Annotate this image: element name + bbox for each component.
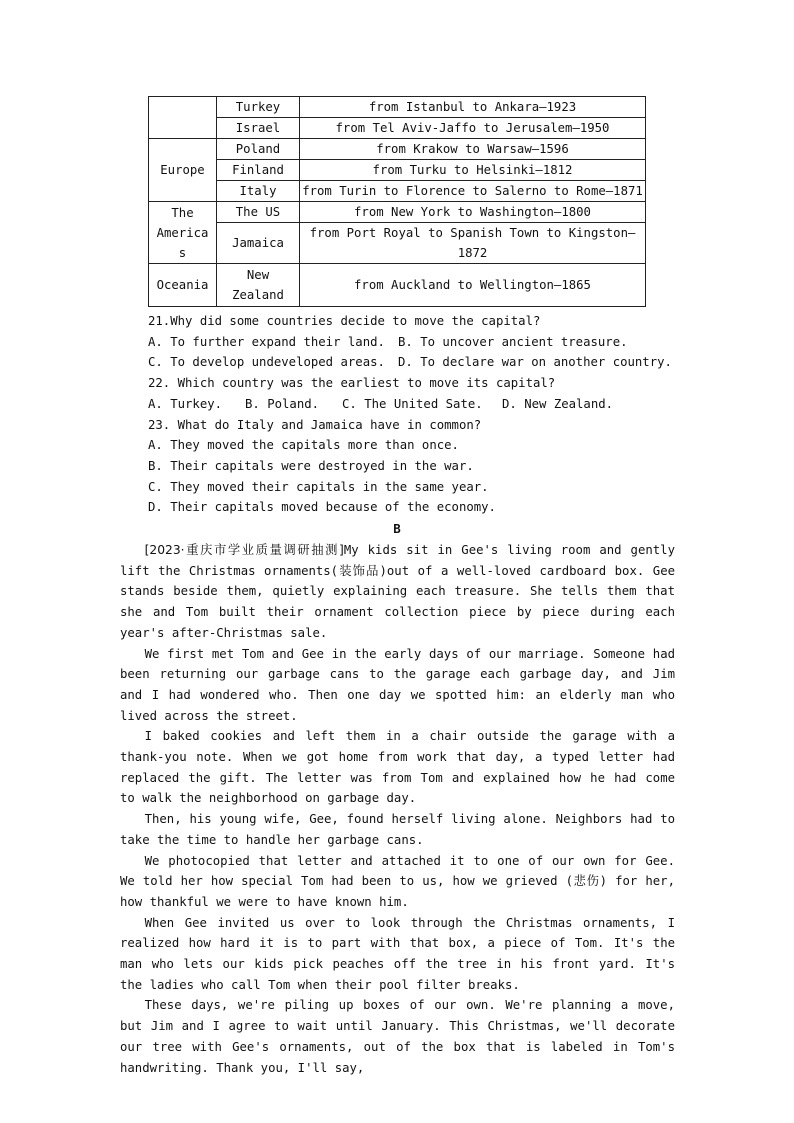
option-21-b: B. To uncover ancient treasure. [398, 334, 628, 349]
route-cell: from Turin to Florence to Salerno to Rome—1871 [300, 181, 646, 202]
route-cell: from New York to Washington—1800 [300, 202, 646, 223]
region-americas-line3: s [178, 245, 187, 260]
region-cell-americas [149, 202, 217, 264]
option-21-c: C. To develop undeveloped areas. [148, 355, 385, 370]
nz-line1: New [246, 268, 270, 282]
option-23-d: D. Their capitals moved because of the economy. [148, 500, 496, 515]
questions-block [148, 311, 678, 518]
question-22-options [148, 394, 678, 415]
route-cell: from Auckland to Wellington—1865 [300, 264, 646, 307]
passage-paragraph-1 [120, 540, 675, 644]
route-cell: from Turku to Helsinki—1812 [300, 160, 646, 181]
country-cell: Turkey [217, 97, 300, 118]
nz-line2: Zealand [232, 288, 284, 302]
option-22-b: B. Poland. [245, 396, 320, 411]
passage-paragraph-4: Then, his young wife, Gee, found herself living alone. Neighbors had to take the time to handle her garbage cans. [120, 812, 675, 847]
passage-paragraph-5 [120, 851, 675, 913]
passage-paragraph-3: I baked cookies and left them in a chair outside the garage with a thank-you note. When we got home from work that day, a typed letter had replaced the gift. The letter was from Tom and explained how he had come to walk the neighborhood on garbage day. [120, 729, 675, 806]
route-cell: from Port Royal to Spanish Town to Kingston—1872 [300, 223, 646, 264]
country-cell: Jamaica [217, 223, 300, 264]
question-21-options-row1 [148, 332, 678, 353]
paragraph-5-text-b: ) for her, how thankful we were to have known him. [120, 874, 675, 909]
country-cell: The US [217, 202, 300, 223]
passage-paragraph-2: We first met Tom and Gee in the early days of our marriage. Someone had been returning our garbage cans to the garage each garbage day, and Jim and I had wondered who. Then one day we spotted him: an elderly man who lived across the street. [120, 646, 675, 723]
route-cell: from Istanbul to Ankara—1923 [300, 97, 646, 118]
region-cell-asia [149, 97, 217, 139]
country-cell: Poland [217, 139, 300, 160]
country-cell: Finland [217, 160, 300, 181]
region-americas-line2: America [156, 225, 209, 240]
region-cell-oceania: Oceania [149, 264, 217, 307]
country-cell: Israel [217, 118, 300, 139]
option-22-d: D. New Zealand. [502, 396, 614, 411]
question-23: 23. What do Italy and Jamaica have in common? [148, 417, 482, 432]
option-23-b: B. Their capitals were destroyed in the war. [148, 458, 474, 473]
passage-paragraph-6: When Gee invited us over to look through the Christmas ornaments, I realized how hard it is to part with that box, a piece of Tom. It's the man who lets our kids pick peaches off the tree in his front yard. It's the ladies who call Tom when their pool filter breaks. [120, 915, 675, 992]
option-22-c: C. The United Sate. [342, 396, 483, 411]
paragraph-1-text-b: )out of a well-loved cardboard box. Gee stands beside them, quietly explaining each treasure. She tells them that she and Tom built their ornament collection piece by piece during each year's after-Christmas sale. [120, 563, 675, 640]
option-21-d: D. To declare war on another country. [398, 355, 672, 370]
capital-moves-table [148, 96, 646, 307]
option-23-a: A. They moved the capitals more than once. [148, 438, 459, 453]
country-cell-nz [217, 264, 300, 307]
reading-passage-b [120, 540, 675, 1078]
option-23-c: C. They moved their capitals in the same year. [148, 479, 489, 494]
route-cell: from Tel Aviv-Jaffo to Jerusalem—1950 [300, 118, 646, 139]
region-cell-europe: Europe [149, 139, 217, 202]
source-tag: [2023·重庆市学业质量调研抽测] [144, 543, 344, 557]
gloss-ornaments: 装饰品 [338, 563, 380, 578]
section-heading-b: B [393, 521, 401, 536]
question-21: 21.Why did some countries decide to move the capital? [148, 314, 541, 328]
country-cell: Italy [217, 181, 300, 202]
route-cell: from Krakow to Warsaw—1596 [300, 139, 646, 160]
paragraph-1-text-a: My kids sit in Gee's living room and gently lift the Christmas ornaments( [120, 543, 675, 578]
question-22: 22. Which country was the earliest to move its capital? [148, 376, 556, 391]
option-22-a: A. Turkey. [148, 396, 223, 411]
option-21-a: A. To further expand their land. [148, 334, 385, 349]
question-21-options-row2 [148, 352, 678, 373]
paragraph-5-text-a: We photocopied that letter and attached it to one of our own for Gee. We told her how special Tom had been to us, how we grieved ( [120, 853, 675, 889]
gloss-grieved: 悲伤 [572, 874, 600, 889]
region-americas-line1: The [171, 205, 194, 220]
passage-paragraph-7: These days, we're piling up boxes of our own. We're planning a move, but Jim and I agree to wait until January. This Christmas, we'll decorate our tree with Gee's ornaments, out of the box that is labeled in Tom's handwriting. Thank you, I'll say, [120, 998, 675, 1075]
